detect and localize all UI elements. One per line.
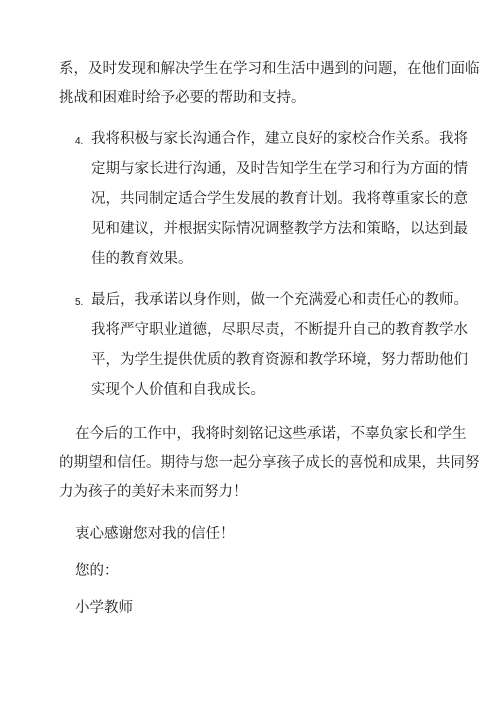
closing-line: 的期望和信任。期待与您一起分享孩子成长的喜悦和成果，共同努 [59,455,480,471]
item-line: 定期与家长进行沟通，及时告知学生在学习和行为方面的情 [91,161,468,177]
item-line: 实现个人价值和自我成长。 [91,382,265,398]
item-line: 见和建议，并根据实际情况调整教学方法和策略，以达到最 [91,221,468,237]
signature: 小学教师 [75,600,133,616]
item-number: 4. [75,136,84,147]
item-line: 佳的教育效果。 [91,251,193,267]
sign-off: 您的： [75,563,119,579]
closing-line: 力为孩子的美好未来而努力！ [59,484,248,500]
item-line: 平，为学生提供优质的教育资源和教学环境，努力帮助他们 [91,352,468,368]
closing-line: 在今后的工作中，我将时刻铭记这些承诺，不辜负家长和学生 [75,426,467,442]
item-line: 我将积极与家长沟通合作，建立良好的家校合作关系。我将 [91,131,468,147]
item-line: 我将严守职业道德，尽职尽责，不断提升自己的教育教学水 [91,322,468,338]
thanks-line: 衷心感谢您对我的信任！ [75,526,235,542]
item-line: 况，共同制定适合学生发展的教育计划。我将尊重家长的意 [91,191,468,207]
intro-line: 系，及时发现和解决学生在学习和生活中遇到的问题，在他们面临 [59,61,480,77]
item-line: 最后，我承诺以身作则，做一个充满爱心和责任心的教师。 [91,292,468,308]
item-number: 5. [75,297,84,308]
intro-line: 挑战和困难时给予必要的帮助和支持。 [59,90,306,106]
